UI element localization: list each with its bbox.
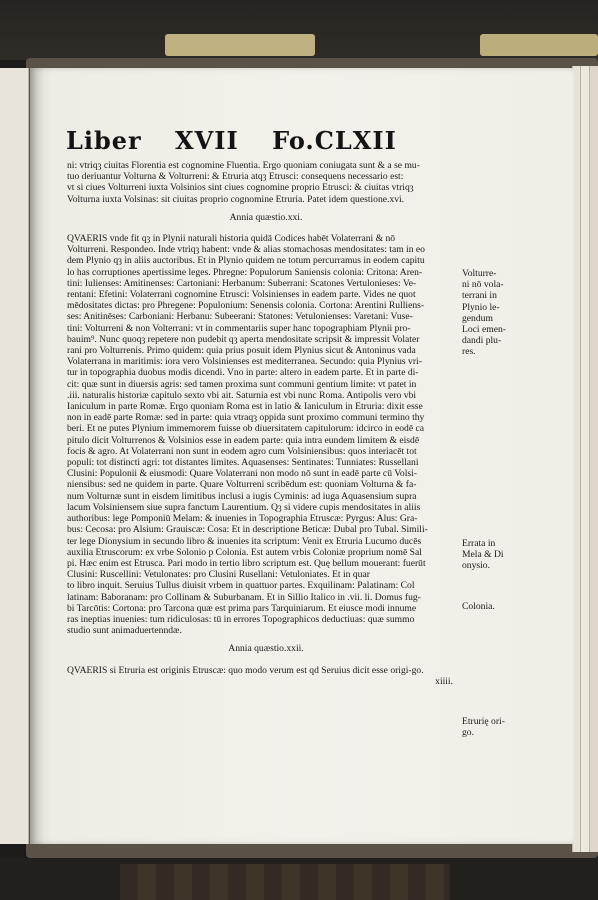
text-line: bus: Cecosa: pro Alsium: Grauiscæ: Cosa: Et in descriptione Beticæ: Dubal pro Tubal. Simili- — [67, 524, 428, 536]
text-line: Clusini: Populonii & eiusmodi: Quare Volaterrani non modo nō sunt in eadē parte cū Volsi- — [67, 468, 417, 480]
text-line: QVAERIS vnde fit qȝ in Plynii naturali historia quidā Codices habēt Volaterrani & nō — [67, 233, 396, 245]
margin-line: ni nō vola- — [462, 279, 504, 291]
text-line: Ianiculum in parte Romæ. Ergo quoniam Roma est in latio & Ianiculum in Etruria: dixit esse — [67, 401, 423, 413]
text-line: pi. Hæc enim est Etrusca. Pari modo in tertio libro scriptum est. Quę bellum mouerant: fuerūt — [67, 557, 426, 569]
text-line: tur in topographia duobus modis dicendi. Vno in parte: altero in eadem parte. Et in parte di- — [67, 367, 419, 379]
tape-strip-right — [480, 34, 598, 56]
text-line: to libro inquit. Seruius Tullus diuisit vrbem in quattuor partes. Exquilinam: Palatinam: Col — [67, 580, 415, 592]
text-line: rani pro Volturrenis. Primo quidem: quia prius posuit idem Plynius sicut & Antoninus vada — [67, 345, 416, 357]
text-line: num Volturnæ sunt in eisdem limitibus inclusi a iugis Cyminis: ad iuga Aquasensium supra — [67, 490, 417, 502]
text-line: auxilia Etruscorum: ex vrbe Solonio p Colonia. Est autem vrbis Coloniæ proprium nomē Sal — [67, 546, 422, 558]
tape-strip-left — [165, 34, 315, 56]
margin-line: gendum — [462, 312, 493, 324]
marginal-note-errata — [462, 538, 532, 572]
text-line: Volturreni. Respondeo. Inde vtriqȝ habent: vnde & alias stomachosas mendositates: tam in eo — [67, 244, 425, 256]
paragraph-question-xxii — [67, 665, 465, 687]
text-line: rentani: Efetini: Volaterrani cognomine Etrusci: Volsinienses in eadem parte. Vides ne quot — [67, 289, 416, 301]
text-line: tini: Volturreni & non Volterrani: vt in commentariis super hanc topographiam Plynii pro- — [67, 322, 411, 334]
margin-line: Volturre- — [462, 268, 497, 279]
text-line: focis & agro. At Volaterrani non sunt in eodem agro cum Volsiniensibus: quos interiacēt tot — [67, 445, 417, 457]
section-title-xxii: Annia quæstio.xxii. — [228, 643, 304, 655]
paragraph-continuation — [67, 160, 465, 205]
text-line: ter lege Dionysium in secundo libro & inuenies ita scriptum: Venit ex Etruria Lucumo ducēs — [67, 535, 422, 547]
text-line: mēdositates dictas: pro Phregene: Populonium: Senensis colonia. Cortona: Arentini Rulliens- — [67, 300, 425, 312]
margin-line: onysio. — [462, 560, 490, 572]
text-line: QVAERIS si Etruria est originis Etruscæ: quo modo verum est qd Seruius dicit esse origi-go. — [67, 664, 424, 676]
main-text-column — [67, 160, 465, 687]
text-line: bauim⁹. Nunc quoqȝ repetere non pudebit qȝ aperta mendositate scripsit & impressit Volater — [67, 333, 420, 345]
margin-line: Etrurię ori- — [462, 716, 505, 727]
header-book-number: XVII — [175, 126, 239, 155]
header-folio: Fo.CLXII — [272, 126, 397, 155]
text-line: dem Plynio qȝ in aliis auctoribus. Et in Plynio quidem ne totum percurramus in eodem capitu — [67, 255, 425, 267]
text-line: niensibus: sed ne quidem in parte. Quare Volturreni scribēdum est: quoniam Volturna & fa- — [67, 479, 417, 491]
text-line: tini: Iulienses: Amitinenses: Cartoniani: Herbanum: Suberrani: Scatones Vertulonieses: Ve- — [67, 277, 417, 289]
text-line: vt si ciues Volturreni iuxta Volsinios sint ciues cognomine proprio Etrusci: & ciuitas vtriqȝ — [67, 182, 414, 194]
margin-line: Errata in — [462, 538, 496, 549]
header-liber: Liber — [66, 126, 142, 155]
marginal-note-colonia — [462, 601, 532, 612]
margin-line: go. — [462, 727, 474, 739]
text-line: ni: vtriqȝ ciuitas Florentia est cognomine Fluentia. Ergo quoniam coniugata sunt & a se mu- — [67, 160, 420, 171]
text-line: studio sunt animaduertenndæ. — [67, 625, 182, 637]
margin-line: terrani in — [462, 290, 497, 302]
marginal-note-etrurie — [462, 716, 532, 738]
text-line: beri. Et ne putes Plynium immemorem fuisse ob diuersitatem capitulorum: idcirco in eodē ca — [67, 423, 425, 435]
margin-line: dandi plu- — [462, 335, 502, 347]
text-line: Volaterrana in maritimis: iora vero Volsinienses est mediterranea. Secundo: quia Plynius vri- — [67, 356, 422, 368]
page-stack-edge — [589, 66, 598, 852]
marginal-note-volturreni — [462, 268, 532, 358]
running-header — [66, 126, 446, 155]
text-line: ras ineptias inuenies: tum ridiculosas: tū in errores Topographicos deductiuas: quæ summo — [67, 613, 415, 625]
margin-line: res. — [462, 346, 476, 358]
margin-line: Loci emen- — [462, 324, 506, 336]
text-line: cit: quæ sunt in diuersis agris: sed tamen proxima sunt communi gentium limite: vt patet in — [67, 378, 417, 390]
text-line: populi: tot distincti agri: tot distantes limites. Aquasenses: Sentinates: Tunniates: Russellani — [67, 457, 419, 469]
margin-line: Colonia. — [462, 601, 495, 612]
text-line: lacum Volsiniensem siue supra fanctum Laurentium. Qȝ si videre cupis mendositates in aliis — [67, 501, 421, 513]
left-page-edge — [0, 68, 29, 844]
text-line: Clusini: Ruscellini: Vetulonates: pro Clusini Rusellani: Vetuloniates. Et in quar — [67, 569, 370, 581]
text-line: authoribus: lege Pomponiū Melam: & inuenies in Topographia Etruscæ: Pyrgus: Alus: Gra- — [67, 513, 418, 525]
gutter-shadow — [30, 68, 44, 844]
text-line: .iii. naturalis historiæ capitulo sexto vbi ait. Saturnia est vbi nunc Roma. Antipolis vero vbi — [67, 389, 417, 401]
text-line: bi Tarcōtis: Cortona: pro Tarcona quæ est prima pars Tarquiniarum. Et eiusce modi innume — [67, 602, 417, 614]
text-line: lo has corruptiones apertissime leges. Phregne: Populorum Saniensis colonia: Critona: Aren- — [67, 266, 423, 278]
margin-line: Mela & Di — [462, 549, 504, 561]
paragraph-question-xxi — [67, 233, 465, 636]
text-line: tuo deriuantur Volturna & Volturreni: & Etruria atqȝ Etrusci: consequens necessario est: — [67, 171, 404, 183]
text-line: pitulo dicit Volturrenos & Volsinios esse in eadem parte: quia intra eundem limitem & eisdē — [67, 434, 420, 446]
section-title-xxi: Annia quæstio.xxi. — [229, 211, 303, 223]
text-line: ses: Anitinēses: Carboniani: Herbanu: Subeerani: Statones: Vetulonienses: Varetani: Vuse- — [67, 311, 413, 323]
text-line: Volturna iuxta Volsinas: sit ciuitas proprio cognomine Etruria. Patet idem questione.xvi. — [67, 193, 405, 205]
text-line: non in eadē parte Romæ: sed in parte: quia vtraqȝ oppida sunt proximo communi termino thy — [67, 412, 425, 424]
text-line: xiiii. — [435, 675, 453, 687]
binding-strip — [120, 864, 450, 900]
margin-line: Plynio le- — [462, 301, 500, 313]
text-line: latinam: Baboranam: pro Collinam & Suburbanam. Et in Sillio Italico in .vii. li. Domus fug- — [67, 591, 421, 603]
